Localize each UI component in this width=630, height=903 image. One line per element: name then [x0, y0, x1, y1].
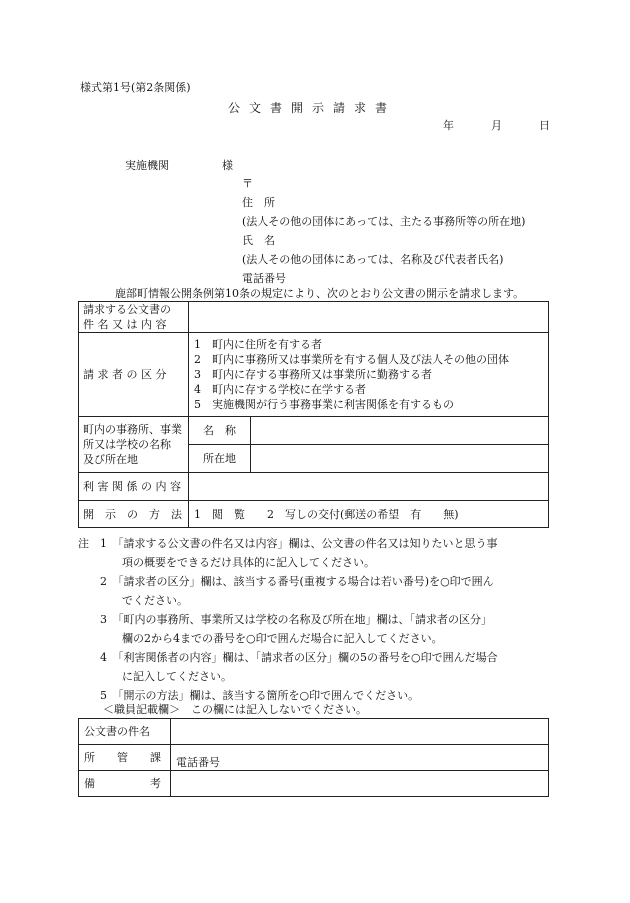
note-line: 5 「開示の方法」欄は、該当する箇所を○印で囲んでください。	[78, 689, 420, 702]
form-id: 様式第1号(第2条関係)	[80, 81, 191, 94]
office-location-field[interactable]	[251, 445, 549, 473]
dept-label: 所 管 課	[79, 745, 171, 771]
subject-label	[79, 302, 189, 333]
document-title: 公文書開示請求書	[228, 101, 397, 115]
remarks-label: 備 考	[79, 771, 171, 797]
office-label-line3: 及び所在地	[83, 453, 138, 466]
note-line: 欄の2から4までの番号を○印で囲んだ場合に記入してください。	[78, 632, 443, 645]
note-line: に記入してください。	[78, 670, 232, 683]
note-line: 2 「請求者の区分」欄は、該当する番号(重複する場合は若い番号)を○印で囲ん	[78, 575, 494, 588]
note-line: 4 「利害関係者の内容」欄は、「請求者の区分」欄の5の番号を○印で囲んだ場合	[78, 651, 498, 664]
staff-table	[78, 718, 549, 797]
method-options[interactable]: 1 閲 覧 2 写しの交付(郵送の希望 有 無)	[189, 501, 549, 528]
date-line	[443, 117, 550, 133]
office-label-line2: 所又は学校の名称	[83, 438, 171, 451]
category-label: 請 求 者 の 区 分	[79, 333, 189, 417]
category-option-3[interactable]: 3 町内に存する事務所又は事業所に勤務する者	[194, 368, 432, 381]
doc-name-field[interactable]	[171, 719, 549, 745]
addressee-honorific: 様	[222, 159, 233, 172]
category-option-4[interactable]: 4 町内に存する学校に在学する者	[194, 383, 366, 396]
address-label: 住 所	[242, 196, 275, 209]
subject-label-line1: 請求する公文書の	[83, 303, 171, 316]
note-line: 注 1 「請求する公文書の件名又は内容」欄は、公文書の件名又は知りたいと思う事	[78, 537, 498, 550]
category-options[interactable]	[189, 333, 549, 417]
phone-label: 電話番号	[242, 272, 286, 285]
office-name-field[interactable]	[251, 417, 549, 445]
doc-name-label: 公文書の件名	[79, 719, 171, 745]
staff-heading: ＜職員記載欄＞ この欄には記入しないでください。	[103, 703, 367, 716]
interest-label: 利 害 関 係 の 内 容	[79, 473, 189, 501]
name-note: (法人その他の団体にあっては、名称及び代表者氏名)	[242, 253, 504, 266]
request-form-table	[78, 301, 549, 528]
month-label: 月	[491, 119, 502, 132]
intro-text: 鹿部町情報公開条例第10条の規定により、次のとおり公文書の開示を請求します。	[115, 287, 525, 300]
office-label	[79, 417, 189, 473]
dept-phone-label: 電話番号	[176, 756, 220, 769]
note-line: 3 「町内の事務所、事業所又は学校の名称及び所在地」欄は、「請求者の区分」	[78, 613, 492, 626]
note-line: 項の概要をできるだけ具体的に記入してください。	[78, 556, 375, 569]
day-label: 日	[539, 119, 550, 132]
office-label-line1: 町内の事務所、事業	[83, 423, 182, 436]
subject-field[interactable]	[189, 302, 549, 333]
year-label: 年	[443, 119, 454, 132]
requester-block	[242, 174, 525, 288]
name-label: 氏 名	[242, 234, 275, 247]
method-label: 開 示 の 方 法	[79, 501, 189, 528]
remarks-field[interactable]	[171, 771, 549, 797]
interest-field[interactable]	[189, 473, 549, 501]
notes-block	[78, 534, 558, 705]
note-line: でください。	[78, 594, 188, 607]
office-name-label: 名 称	[189, 417, 251, 445]
category-option-1[interactable]: 1 町内に住所を有する者	[194, 338, 322, 351]
subject-label-line2: 件 名 又 は 内 容	[83, 318, 167, 331]
office-location-label: 所在地	[189, 445, 251, 473]
dept-field[interactable]	[171, 745, 549, 771]
postal-mark: 〒	[242, 177, 253, 190]
address-note: (法人その他の団体にあっては、主たる事務所等の所在地)	[242, 215, 526, 228]
addressee-label: 実施機関	[125, 159, 169, 172]
category-option-2[interactable]: 2 町内に事務所又は事業所を有する個人及び法人その他の団体	[194, 353, 509, 366]
category-option-5[interactable]: 5 実施機関が行う事務事業に利害関係を有するもの	[194, 398, 454, 411]
